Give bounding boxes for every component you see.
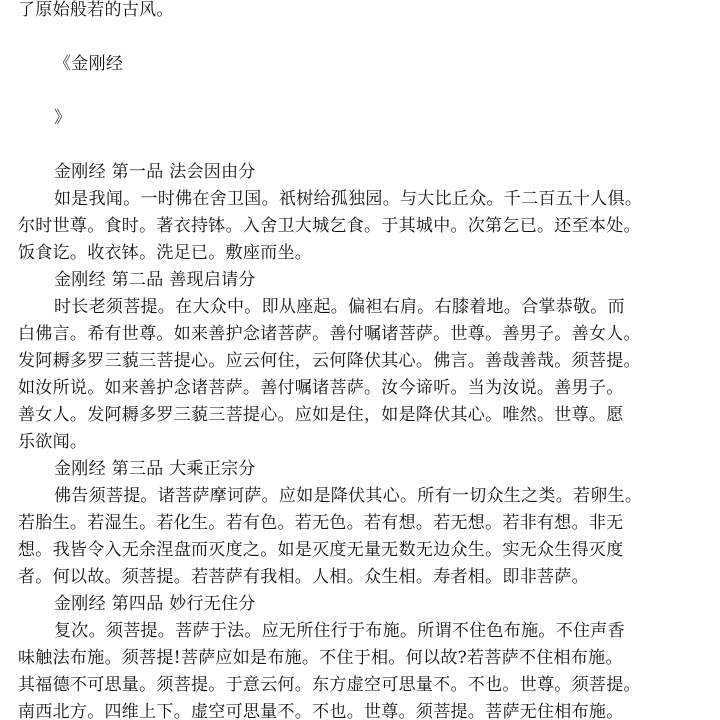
book-title-open: 《金刚经	[54, 54, 124, 74]
paragraph-line: 南西北方。四维上下。虚空可思量不。不也。世尊。须菩提。菩萨无住相布施。	[18, 702, 624, 720]
paragraph-line: 白佛言。希有世尊。如来善护念诸菩萨。善付嘱诸菩萨。世尊。善男子。善女人。	[18, 324, 641, 344]
paragraph-line: 者。何以故。须菩提。若菩萨有我相。人相。众生相。寿者相。即非菩萨。	[18, 567, 589, 587]
paragraph-line: 佛告须菩提。诸菩萨摩诃萨。应如是降伏其心。所有一切众生之类。若卵生。	[54, 486, 643, 506]
paragraph-line: 善女人。发阿耨多罗三藐三菩提心。应如是住，如是降伏其心。唯然。世尊。愿	[18, 405, 624, 425]
chapter-heading: 金刚经 第四品 妙行无住分	[54, 594, 256, 614]
paragraph-line: 如汝所说。如来善护念诸菩萨。善付嘱诸菩萨。汝今谛听。当为汝说。善男子。	[18, 378, 624, 398]
paragraph-line: 复次。须菩提。菩萨于法。应无所住行于布施。所谓不住色布施。不住声香	[54, 621, 625, 641]
paragraph-line: 想。我皆令入无余涅盘而灭度之。如是灭度无量无数无边众生。实无众生得灭度	[18, 540, 624, 560]
intro-tail-text: 了原始般若的古风。	[18, 0, 174, 20]
paragraph-line: 饭食讫。收衣钵。洗足已。敷座而坐。	[18, 243, 313, 263]
paragraph-line: 发阿耨多罗三藐三菩提心。应云何住，云何降伏其心。佛言。善哉善哉。须菩提。	[18, 351, 641, 371]
paragraph-line: 若胎生。若湿生。若化生。若有色。若无色。若有想。若无想。若非有想。非无	[18, 513, 624, 533]
book-title-close: 》	[54, 108, 72, 128]
paragraph-line: 如是我闻。一时佛在舍卫国。祇树给孤独园。与大比丘众。千二百五十人俱。	[54, 189, 643, 209]
chapter-heading: 金刚经 第一品 法会因由分	[54, 162, 256, 182]
paragraph-line: 味触法布施。须菩提!菩萨应如是布施。不住于相。何以故?若菩萨不住相布施。	[18, 648, 623, 668]
paragraph-line: 尔时世尊。食时。著衣持钵。入舍卫大城乞食。于其城中。次第乞已。还至本处。	[18, 216, 641, 236]
paragraph-line: 时长老须菩提。在大众中。即从座起。偏袒右肩。右膝着地。合掌恭敬。而	[54, 297, 625, 317]
paragraph-line: 其福德不可思量。须菩提。于意云何。东方虚空可思量不。不也。世尊。须菩提。	[18, 675, 641, 695]
paragraph-line: 乐欲闻。	[18, 432, 88, 452]
chapter-heading: 金刚经 第二品 善现启请分	[54, 270, 256, 290]
chapter-heading: 金刚经 第三品 大乘正宗分	[54, 459, 256, 479]
